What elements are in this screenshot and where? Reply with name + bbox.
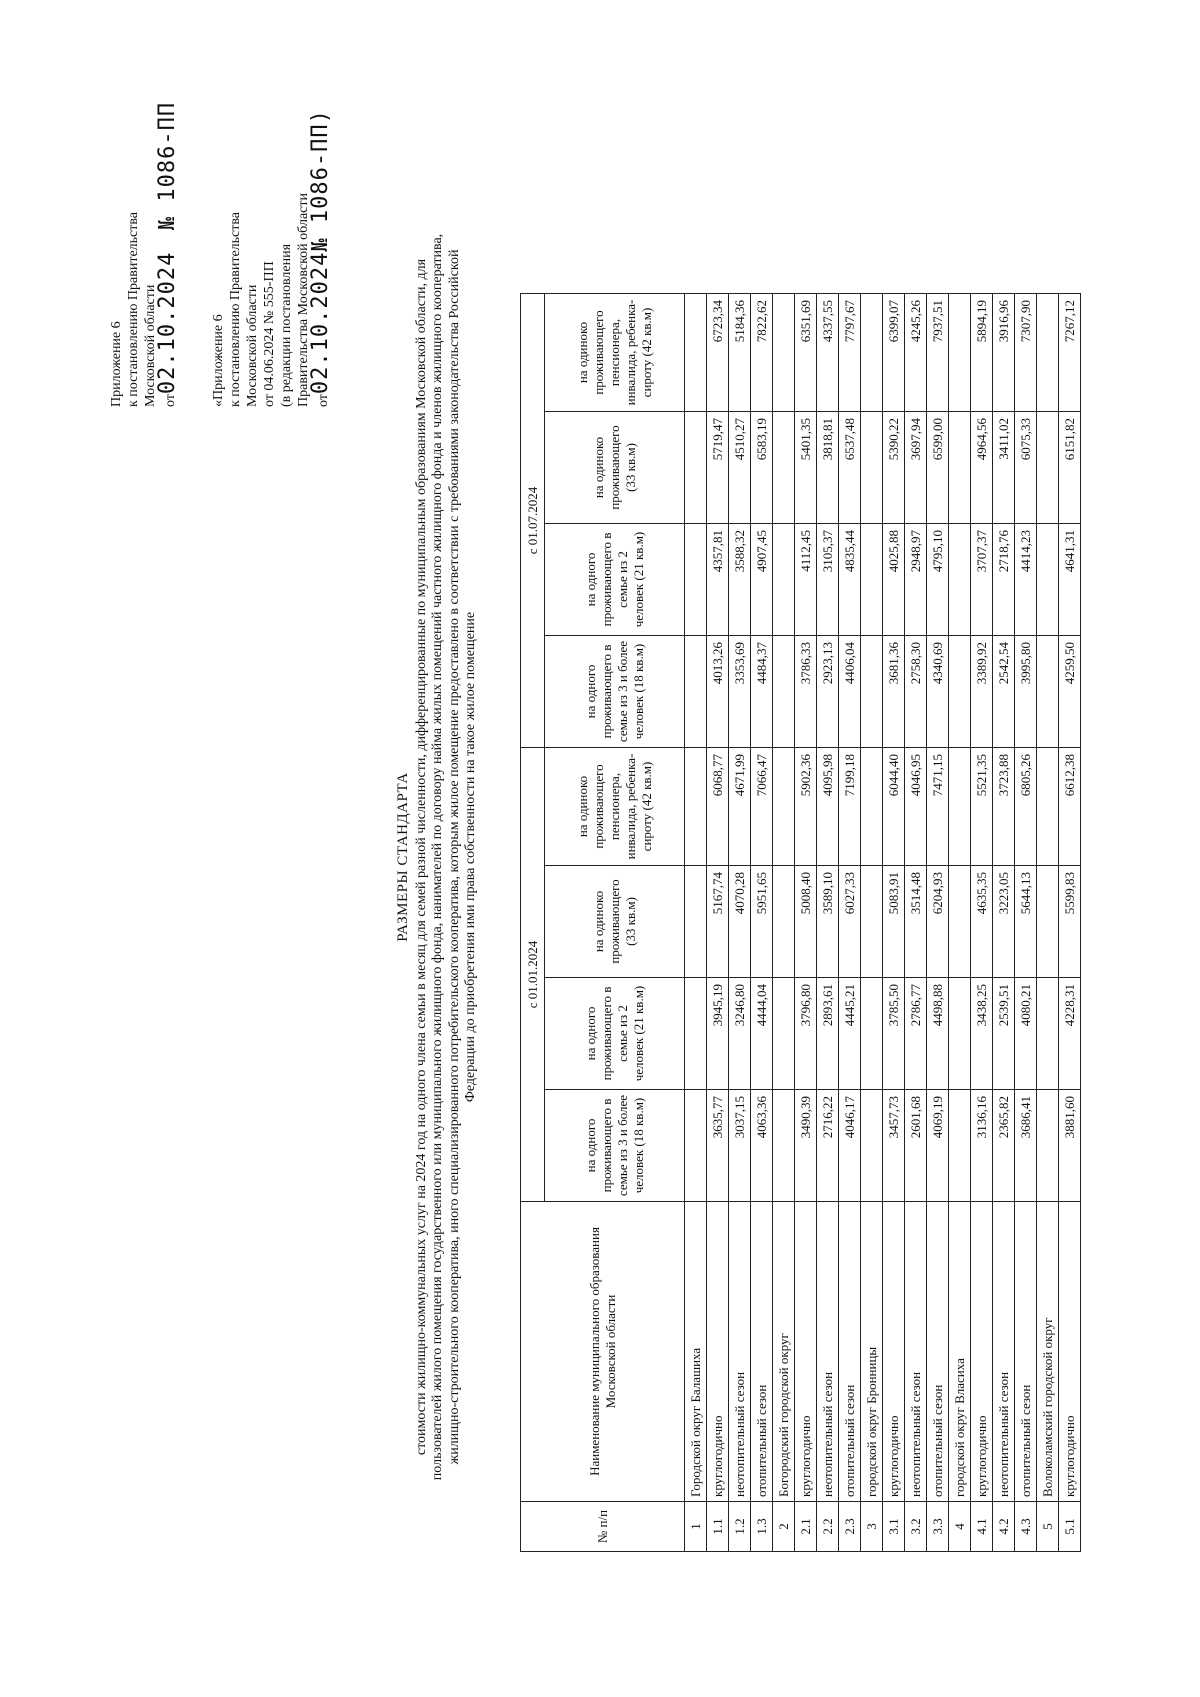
row-number: 4.1 <box>971 1502 993 1552</box>
row-value: 3707,37 <box>971 524 993 636</box>
row-value: 4445,21 <box>839 978 861 1090</box>
row-value: 3246,80 <box>729 978 751 1090</box>
decree-number: № 1086-ПП <box>155 101 180 231</box>
row-value: 4046,17 <box>839 1090 861 1202</box>
title-heading: РАЗМЕРЫ СТАНДАРТА <box>395 772 411 942</box>
row-value <box>685 412 707 524</box>
row-value <box>949 524 971 636</box>
table-row <box>795 294 817 1552</box>
row-number: 5 <box>1037 1502 1059 1552</box>
row-value: 6599,00 <box>927 412 949 524</box>
row-value: 4069,19 <box>927 1090 949 1202</box>
table-body <box>685 294 1081 1552</box>
row-value: 4095,98 <box>817 748 839 866</box>
table-row <box>949 294 971 1552</box>
row-value: 3490,39 <box>795 1090 817 1202</box>
row-number: 2.3 <box>839 1502 861 1552</box>
row-number: 4 <box>949 1502 971 1552</box>
row-number: 1.2 <box>729 1502 751 1552</box>
row-value: 4112,45 <box>795 524 817 636</box>
row-value: 4013,26 <box>707 636 729 748</box>
standards-table <box>520 293 1081 1552</box>
row-value: 3389,92 <box>971 636 993 748</box>
row-value: 3514,48 <box>905 866 927 978</box>
row-value <box>685 978 707 1090</box>
row-name: неотопительный сезон <box>817 1202 839 1502</box>
row-name: круглогодично <box>883 1202 905 1502</box>
subheader-33sqm: на одиноко проживающего (33 кв.м) <box>545 866 685 978</box>
row-value <box>861 1090 883 1202</box>
row-value: 3411,02 <box>993 412 1015 524</box>
row-value: 4340,69 <box>927 636 949 748</box>
row-number: 1.1 <box>707 1502 729 1552</box>
row-value: 2601,68 <box>905 1090 927 1202</box>
row-value <box>949 1090 971 1202</box>
row-name: Городской округ Балашиха <box>685 1202 707 1502</box>
row-value: 3697,94 <box>905 412 927 524</box>
row-value: 3686,41 <box>1015 1090 1037 1202</box>
row-value <box>1037 412 1059 524</box>
row-value: 2786,77 <box>905 978 927 1090</box>
header-municipality: Наименование муниципального образования Московской области <box>521 1202 685 1502</box>
row-value: 4484,37 <box>751 636 773 748</box>
subheader-18sqm: на одного проживающего в семье из 3 и более человек (18 кв.м) <box>545 1090 685 1202</box>
row-value: 7267,12 <box>1059 294 1081 412</box>
row-value: 3223,05 <box>993 866 1015 978</box>
appendix-line: Приложение 6 <box>109 321 124 407</box>
row-value: 6583,19 <box>751 412 773 524</box>
table-row <box>707 294 729 1552</box>
title-line: стоимости жилищно-коммунальных услуг на 2024 год на одного члена семьи в месяц для семей разной численности, дифференцированные по муниципальным образованиям Московской области, для <box>413 258 429 1456</box>
row-value: 3785,50 <box>883 978 905 1090</box>
row-value: 3589,10 <box>817 866 839 978</box>
row-number: 2.2 <box>817 1502 839 1552</box>
row-value: 2542,54 <box>993 636 1015 748</box>
row-value: 4444,04 <box>751 978 773 1090</box>
row-value: 6204,93 <box>927 866 949 978</box>
row-value <box>949 294 971 412</box>
row-value: 4964,56 <box>971 412 993 524</box>
row-value <box>773 866 795 978</box>
row-number: 2.1 <box>795 1502 817 1552</box>
row-value: 5184,36 <box>729 294 751 412</box>
appendix-line: Правительства Московской области <box>296 193 311 407</box>
appendix-line: Московской области <box>245 284 260 407</box>
appendix-date-line <box>308 109 333 407</box>
row-value: 3723,88 <box>993 748 1015 866</box>
row-value <box>861 524 883 636</box>
row-value: 5951,65 <box>751 866 773 978</box>
row-value <box>861 636 883 748</box>
row-value: 7307,90 <box>1015 294 1037 412</box>
date-stamp: 02.10.2024 <box>155 251 180 395</box>
table-row <box>993 294 1015 1552</box>
row-name: круглогодично <box>707 1202 729 1502</box>
row-value: 4498,88 <box>927 978 949 1090</box>
appendix-line: к постановлению Правительства <box>228 211 243 407</box>
row-value: 4245,26 <box>905 294 927 412</box>
row-name: отопительный сезон <box>751 1202 773 1502</box>
row-value: 2893,61 <box>817 978 839 1090</box>
row-value <box>773 412 795 524</box>
row-name: Волоколамский городской округ <box>1037 1202 1059 1502</box>
table-row <box>927 294 949 1552</box>
subheader-18sqm: на одного проживающего в семье из 3 и более человек (18 кв.м) <box>545 636 685 748</box>
row-value: 3037,15 <box>729 1090 751 1202</box>
row-value: 6068,77 <box>707 748 729 866</box>
date-prefix: от <box>316 394 331 407</box>
row-value <box>1037 294 1059 412</box>
row-value: 3635,77 <box>707 1090 729 1202</box>
table-row <box>883 294 905 1552</box>
row-value: 6151,82 <box>1059 412 1081 524</box>
row-number: 5.1 <box>1059 1502 1081 1552</box>
subheader-42sqm: на одиноко проживающего пенсионера, инвалида, ребенка-сироту (42 кв.м) <box>545 748 685 866</box>
row-value <box>1037 524 1059 636</box>
row-value <box>949 866 971 978</box>
row-value: 4414,23 <box>1015 524 1037 636</box>
row-value: 5521,35 <box>971 748 993 866</box>
row-value: 6537,48 <box>839 412 861 524</box>
row-value: 2923,13 <box>817 636 839 748</box>
row-name: Богородский городской округ <box>773 1202 795 1502</box>
row-value: 6027,33 <box>839 866 861 978</box>
document-title <box>395 207 480 1507</box>
row-value: 5894,19 <box>971 294 993 412</box>
row-value: 4228,31 <box>1059 978 1081 1090</box>
row-value <box>685 866 707 978</box>
header-period-2: с 01.07.2024 <box>521 294 545 748</box>
table-row <box>685 294 707 1552</box>
row-value <box>773 524 795 636</box>
row-value: 3945,19 <box>707 978 729 1090</box>
row-value <box>773 1090 795 1202</box>
row-name: отопительный сезон <box>839 1202 861 1502</box>
row-value: 3681,36 <box>883 636 905 748</box>
row-name: круглогодично <box>795 1202 817 1502</box>
header-period-1: с 01.01.2024 <box>521 748 545 1202</box>
row-value: 5644,13 <box>1015 866 1037 978</box>
row-value: 4510,27 <box>729 412 751 524</box>
row-value: 2539,51 <box>993 978 1015 1090</box>
row-value: 3588,32 <box>729 524 751 636</box>
row-value: 7937,51 <box>927 294 949 412</box>
row-value: 4063,36 <box>751 1090 773 1202</box>
row-value: 7797,67 <box>839 294 861 412</box>
row-value: 7471,15 <box>927 748 949 866</box>
row-value: 7199,18 <box>839 748 861 866</box>
row-value: 4080,21 <box>1015 978 1037 1090</box>
title-line: Федерации до приобретения ими права собственности на такое жилое помещение <box>463 611 478 1103</box>
appendix-line: к постановлению Правительства <box>126 211 141 407</box>
appendix-line: от 04.06.2024 № 555-ПП <box>262 261 277 407</box>
row-value: 6399,07 <box>883 294 905 412</box>
row-value <box>1037 1090 1059 1202</box>
row-value: 2365,82 <box>993 1090 1015 1202</box>
title-line: пользователей жилого помещения государственного или муниципального жилищного фонда, нанимателей по договору найма жилых помещений частного жилищного фонда и членов жилищного кооператива, <box>430 233 445 1481</box>
row-value: 4357,81 <box>707 524 729 636</box>
row-name: неотопительный сезон <box>905 1202 927 1502</box>
table-row <box>751 294 773 1552</box>
row-value <box>861 978 883 1090</box>
row-number: 4.2 <box>993 1502 1015 1552</box>
row-value: 4671,99 <box>729 748 751 866</box>
table-row <box>1015 294 1037 1552</box>
row-value: 4635,35 <box>971 866 993 978</box>
subheader-42sqm: на одиноко проживающего пенсионера, инвалида, ребенка-сироту (42 кв.м) <box>545 294 685 412</box>
row-value: 3796,80 <box>795 978 817 1090</box>
row-value: 4907,45 <box>751 524 773 636</box>
row-name: неотопительный сезон <box>993 1202 1015 1502</box>
row-value <box>685 748 707 866</box>
appendix-line: (в редакции постановления <box>279 243 294 407</box>
appendix-header-original <box>210 109 332 407</box>
appendix-line: Московской области <box>143 284 158 407</box>
row-number: 3.2 <box>905 1502 927 1552</box>
row-value: 3353,69 <box>729 636 751 748</box>
row-value <box>949 412 971 524</box>
row-value: 2716,22 <box>817 1090 839 1202</box>
row-value: 5390,22 <box>883 412 905 524</box>
row-number: 3.1 <box>883 1502 905 1552</box>
row-value: 5083,91 <box>883 866 905 978</box>
row-value: 4337,55 <box>817 294 839 412</box>
row-value: 3136,16 <box>971 1090 993 1202</box>
date-prefix: от <box>163 394 178 407</box>
table-row <box>773 294 795 1552</box>
row-value: 6805,26 <box>1015 748 1037 866</box>
row-value: 3786,33 <box>795 636 817 748</box>
row-value <box>685 1090 707 1202</box>
row-value <box>861 866 883 978</box>
row-value: 3916,96 <box>993 294 1015 412</box>
row-value: 5599,83 <box>1059 866 1081 978</box>
table-row <box>1059 294 1081 1552</box>
row-value: 7822,62 <box>751 294 773 412</box>
row-value: 4795,10 <box>927 524 949 636</box>
row-value <box>1037 636 1059 748</box>
row-value: 4641,31 <box>1059 524 1081 636</box>
header-number: № п/п <box>521 1502 685 1552</box>
subheader-21sqm: на одного проживающего в семье из 2 человек (21 кв.м) <box>545 978 685 1090</box>
row-value: 5167,74 <box>707 866 729 978</box>
row-name: отопительный сезон <box>927 1202 949 1502</box>
row-value: 5401,35 <box>795 412 817 524</box>
row-value: 6723,34 <box>707 294 729 412</box>
row-value <box>685 524 707 636</box>
row-number: 1.3 <box>751 1502 773 1552</box>
row-value <box>1037 748 1059 866</box>
row-value <box>1037 978 1059 1090</box>
row-value: 6075,33 <box>1015 412 1037 524</box>
row-value: 3105,37 <box>817 524 839 636</box>
row-number: 2 <box>773 1502 795 1552</box>
row-name: неотопительный сезон <box>729 1202 751 1502</box>
decree-number: № 1086-ПП) <box>308 109 333 252</box>
subheader-21sqm: на одного проживающего в семье из 2 человек (21 кв.м) <box>545 524 685 636</box>
table-row <box>839 294 861 1552</box>
table-row <box>817 294 839 1552</box>
row-value: 7066,47 <box>751 748 773 866</box>
row-value: 4259,50 <box>1059 636 1081 748</box>
row-value: 4046,95 <box>905 748 927 866</box>
row-value: 5719,47 <box>707 412 729 524</box>
table-row <box>905 294 927 1552</box>
date-stamp: 02.10.2024 <box>308 251 333 395</box>
row-value <box>949 978 971 1090</box>
row-value: 3881,60 <box>1059 1090 1081 1202</box>
row-value <box>685 636 707 748</box>
row-value: 4406,04 <box>839 636 861 748</box>
appendix-header-current <box>108 102 179 407</box>
row-number: 3 <box>861 1502 883 1552</box>
title-line: жилищно-строительного кооператива, иного специализированного потребительского кооператива, которым жилое помещение предоставлено в соответствии с требованиями законодательства Российской <box>446 249 462 1465</box>
row-value <box>861 748 883 866</box>
row-value <box>773 748 795 866</box>
row-value: 6351,69 <box>795 294 817 412</box>
table-row <box>861 294 883 1552</box>
row-value: 6612,38 <box>1059 748 1081 866</box>
row-value: 3995,80 <box>1015 636 1037 748</box>
row-value: 3457,73 <box>883 1090 905 1202</box>
row-value <box>773 294 795 412</box>
row-value: 6044,40 <box>883 748 905 866</box>
row-number: 3.3 <box>927 1502 949 1552</box>
subheader-33sqm: на одиноко проживающего (33 кв.м) <box>545 412 685 524</box>
row-value: 2758,30 <box>905 636 927 748</box>
appendix-line: «Приложение 6 <box>211 314 226 407</box>
row-value <box>1037 866 1059 978</box>
row-value <box>861 294 883 412</box>
row-value: 4070,28 <box>729 866 751 978</box>
row-number: 1 <box>685 1502 707 1552</box>
row-value: 4025,88 <box>883 524 905 636</box>
table-row <box>971 294 993 1552</box>
row-name: круглогодично <box>971 1202 993 1502</box>
row-value <box>949 636 971 748</box>
table-row <box>729 294 751 1552</box>
row-number: 4.3 <box>1015 1502 1037 1552</box>
row-value <box>773 636 795 748</box>
row-value <box>861 412 883 524</box>
row-value <box>773 978 795 1090</box>
row-value: 4835,44 <box>839 524 861 636</box>
row-value <box>949 748 971 866</box>
row-value <box>685 294 707 412</box>
row-name: круглогодично <box>1059 1202 1081 1502</box>
row-value: 3438,25 <box>971 978 993 1090</box>
row-name: городской округ Власиха <box>949 1202 971 1502</box>
table-row <box>1037 294 1059 1552</box>
row-value: 2718,76 <box>993 524 1015 636</box>
appendix-date-line <box>155 101 180 407</box>
row-value: 5902,36 <box>795 748 817 866</box>
row-name: городской округ Бронницы <box>861 1202 883 1502</box>
row-value: 2948,97 <box>905 524 927 636</box>
row-value: 3818,81 <box>817 412 839 524</box>
row-value: 5008,40 <box>795 866 817 978</box>
row-name: отопительный сезон <box>1015 1202 1037 1502</box>
rotated-landscape-content <box>0 57 1200 1697</box>
